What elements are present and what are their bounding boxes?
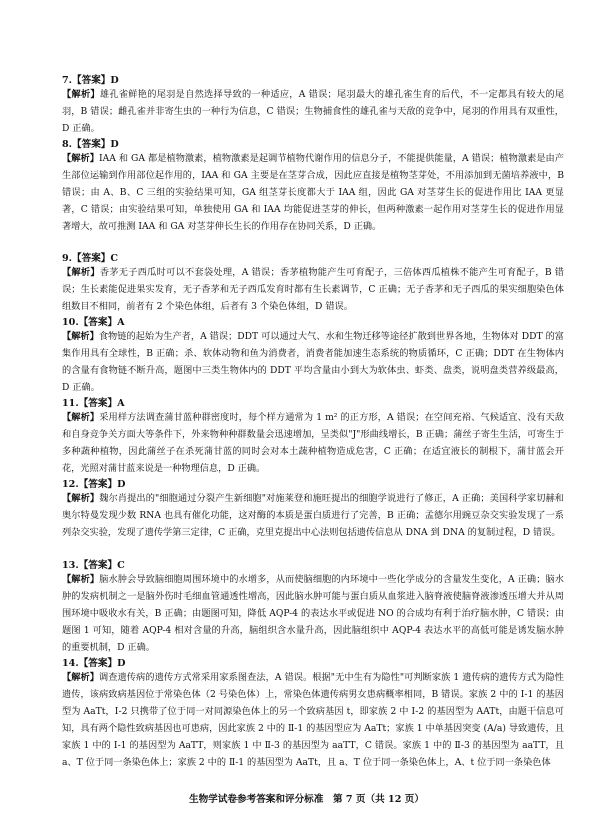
explanation xyxy=(62,329,564,397)
explanation xyxy=(62,87,564,138)
explanation xyxy=(62,670,564,805)
explanation-label: 【解析】 xyxy=(62,89,100,100)
explanation-text: 脑水肿会导致脑细胞周围环境中的水增多，从而使脑细胞的内环境中一些化学成分的含量发生变化，A 正确；脑水肿的发病机制之一是脑外伤时毛细血管通透性增高，因此脑水肿可能与蛋白质从血浆进入脑脊液使脑脊液渗透压增大并从周围环境中吸收水有关，B 正确；由题图可知，降低 AQP-4 的表达水平或促进 NO 的合成均有利于治疗脑水肿，C 错误；由题图 1 可知，随着 AQP-4 相对含量的升高，脑组织含水量升高，因此脑组织中 AQP-4 表达水平的高低可能是诱发脑水肿的重要机制，D 正确。 xyxy=(62,574,564,653)
answer-line: 13.【答案】C xyxy=(62,560,125,571)
page-footer: 生物学试卷参考答案和评分标准 第 7 页（共 12 页） xyxy=(189,794,424,805)
question-7 xyxy=(62,74,564,138)
explanation-label: 【解析】 xyxy=(62,153,99,164)
answer-line: 11.【答案】A xyxy=(62,398,125,409)
explanation xyxy=(62,410,564,478)
answer-line: 9.【答案】C xyxy=(62,253,119,264)
explanation-text: 采用样方法调查蒲甘蓝种群密度时，每个样方通常为 1 m² 的正方形，A 错误；在空间充裕、气候适宜、没有天敌和自身竞争关方面大等条件下，外来物种种群数量会迅速增加，呈类似"J"形曲线增长，B 正确；蒲丝子寄生生活，可寄生于多种蔬种植物，因此蒲丝子在杀死蒲甘蓝的同时会对本土蔬种植物造成危害，C 正确；在适宜液长的制根下，蒲甘蓝会开花，光照对蒲甘蓝来说是一种物理信息，D 正确。 xyxy=(62,412,564,474)
answer-line: 10.【答案】A xyxy=(62,317,125,328)
explanation-text: 魏尔肖提出的"细胞通过分裂产生新细胞"对施莱登和施旺提出的细胞学说进行了修正，A 正确；美国科学家切赫和奥尔特曼发现少数 RNA 也具有催化功能，这对酶的本质是蛋白质进行了完善，B 正确；孟德尔用豌豆杂交实验发现了一系列杂交实验，发现了遗传学第三定律，C 正确，克里克提出中心法则包括遗传信息从 DNA 到 DNA 的复制过程，D 错误。 xyxy=(62,493,564,538)
question-10 xyxy=(62,316,564,397)
explanation-text: 香茅无子西瓜时可以不套袋处理，A 错误；香茅植物能产生可育配子，三倍体西瓜植株不能产生可育配子，B 错误；生长素能促进果实发育，无子香茅和无子西瓜发育时都有生长素调节，C 正确；无子香茅和无子西瓜的果实细胞染色体组数目不相同，前者有 2 个染色体组，后者有 3 个染色体组，D 错误。 xyxy=(62,267,564,312)
explanation-label: 【解析】 xyxy=(62,267,100,278)
question-8 xyxy=(62,138,564,252)
explanation-label: 【解析】 xyxy=(62,672,100,683)
explanation-text: 调查遗传病的遗传方式常采用家系图查法，A 错误。根据"无中生有为隐性"可判断家族 1 遗传病的遗传方式为隐性遗传，该病致病基因位于常染色体（2 号染色体）上，常染色体遗传病男女患病概率相同，B 错误。家族 2 中的 Ⅰ-1 的基因型为 AaTt，Ⅰ-2 只携带了位于同一对同源染色体上的另一个致病基因 t，即家族 2 中 Ⅰ-2 的基因型为 AATt，由题干信息可知，具有两个隐性致病基因也可患病，因此家族 2 中的 Ⅱ-1 的基因型应为 AaTt；家族 1 中单基因突变 (A/a) 导致遗传，且家族 1 中的 Ⅰ-1 的基因型为 AaTT，则家族 1 中 Ⅱ-3 的基因型为 aaTT，C 错误。家族 1 中的 Ⅱ-3 的基因型为 aaTT，且 a、T 位于同一条染色体上；家族 2 中的 Ⅱ-1 的基因型为 AaTt，且 a、T 位于同一条染色体上，A、t 位于同一条染色体 xyxy=(62,672,564,768)
answer-line: 14.【答案】D xyxy=(62,658,126,669)
explanation-label: 【解析】 xyxy=(62,574,100,585)
explanation xyxy=(62,151,564,252)
answer-line: 8.【答案】D xyxy=(62,139,119,150)
explanation-text: 食物链的起始为生产者，A 错误；DDT 可以通过大气、水和生物迁移等途径扩散到世界各地，生物体对 DDT 的富集作用具有全球性，B 正确；杀、软体动物和鱼为消费者，消费者能加速生态系统的物质循环，C 正确；DDT 在生物体内的含量有食物链不断升高，题图中三类生物体内的 DDT 平均含量由小到大为软体虫、虾类、盘类，说明盘类营养级最高，D 正确。 xyxy=(62,331,564,393)
question-11 xyxy=(62,397,564,478)
explanation xyxy=(62,265,564,316)
answer-line: 12.【答案】D xyxy=(62,479,126,490)
question-12 xyxy=(62,478,564,559)
question-9 xyxy=(62,252,564,316)
explanation xyxy=(62,572,564,657)
explanation-label: 【解析】 xyxy=(62,493,100,504)
explanation xyxy=(62,491,564,559)
question-14 xyxy=(62,657,564,805)
explanation-label: 【解析】 xyxy=(62,331,99,342)
explanation-label: 【解析】 xyxy=(62,412,100,423)
question-13 xyxy=(62,559,564,657)
explanation-text: 雄孔雀鲜艳的尾羽是自然选择导致的一种适应，A 错误；尾羽最大的雄孔雀生育的后代，不一定都具有较大的尾羽，B 错误；雌孔雀并非寄生虫的一种行为信息，C 错误；生物捕食性的雄孔雀与天敌的竞争中，尾羽的作用具有双重性，D 正确。 xyxy=(62,89,564,134)
answer-content xyxy=(62,74,564,805)
answer-line: 7.【答案】D xyxy=(62,75,119,86)
explanation-text: IAA 和 GA 都是植物激素，植物激素是起调节植物代谢作用的信息分子，不能提供能量，A 错误；植物激素是由产生部位运输到作用部位起作用的，IAA 和 GA 主要是在茎芽合成，因此应直接是植物茎芽处，不用添加到无菌培养液中，B 错误；由 A、B、C 三组的实验结果可知，GA 组茎芽长度都大于 IAA 组，因此 GA 对茎芽生长的促进作用比 IAA 更显著，C 错误；由实验结果可知，单独使用 GA 和 IAA 均能促进茎芽的伸长，但两种激素一起作用对茎芽生长的促进作用显著增大，故可推测 IAA 和 GA 对茎芽伸长生长的作用存在协同关系，D 正确。 xyxy=(62,153,564,232)
